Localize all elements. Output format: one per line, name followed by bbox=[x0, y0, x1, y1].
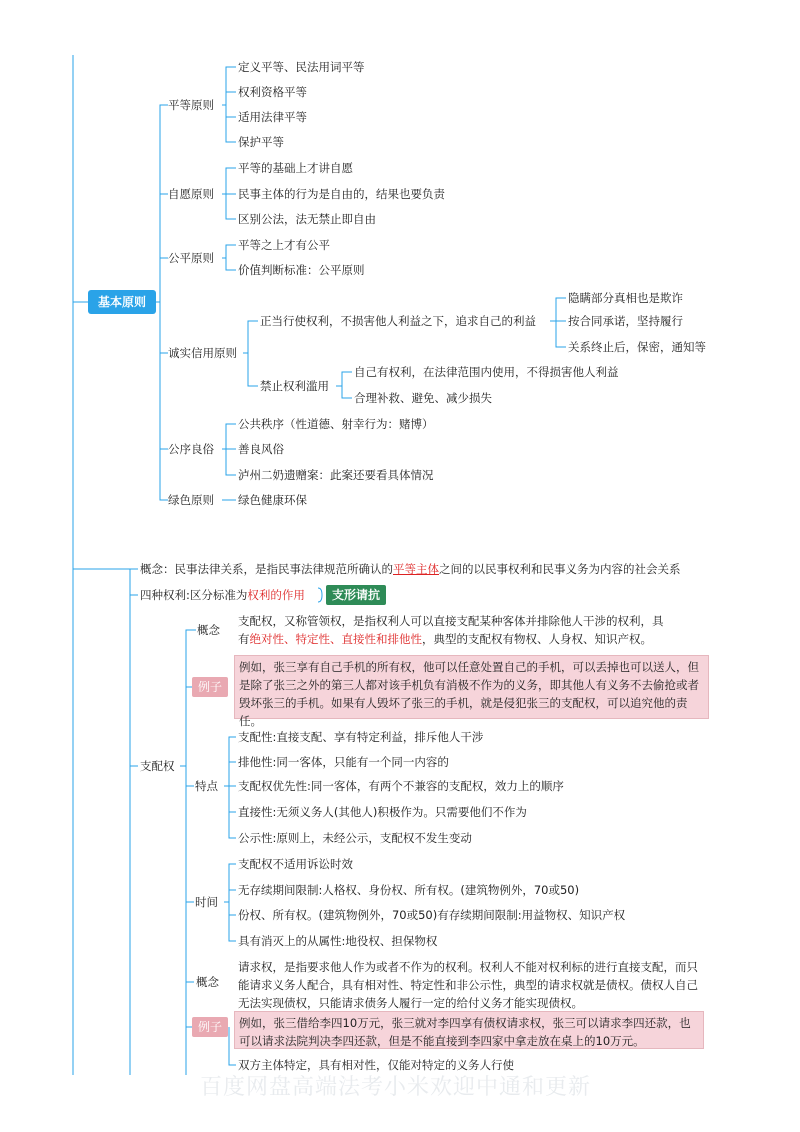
equality-item: 权利资格平等 bbox=[238, 85, 307, 99]
legal-relation-concept: 概念：民事法律关系，是指民事法律规范所确认的平等主体之间的以民事权利和民事义务为内容的社会关系 bbox=[140, 562, 681, 576]
dominion-time-item: 具有消灭上的从属性:地役权、担保物权 bbox=[238, 934, 438, 948]
dominion-feature: 排他性:同一客体，只能有一个同一内容的 bbox=[238, 755, 449, 769]
mnemonic-tag[interactable]: 支形请抗 bbox=[326, 585, 386, 605]
equality-item: 适用法律平等 bbox=[238, 110, 307, 124]
good-faith-sub2-item: 合理补救、避免、减少损失 bbox=[354, 391, 492, 405]
public-order-item: 泸州二奶遗赠案：此案还要看具体情况 bbox=[238, 468, 434, 482]
public-order-item: 公共秩序（性道德、射幸行为：赌博） bbox=[238, 417, 434, 431]
right-function-highlight: 权利的作用 bbox=[247, 588, 305, 602]
good-faith-sub2-item: 自己有权利，在法律范围内使用，不得损害他人利益 bbox=[354, 365, 619, 379]
voluntary-item: 民事主体的行为是自由的，结果也要负责 bbox=[238, 187, 445, 201]
good-faith-sub1-item: 隐瞒部分真相也是欺诈 bbox=[568, 291, 683, 305]
claim-concept-label[interactable]: 概念 bbox=[196, 975, 219, 989]
principle-public-order[interactable]: 公序良俗 bbox=[168, 442, 214, 456]
green-item: 绿色健康环保 bbox=[238, 493, 307, 507]
fairness-item: 价值判断标准：公平原则 bbox=[238, 263, 365, 277]
claim-example-tag[interactable]: 例子 bbox=[192, 1017, 228, 1037]
principle-fairness[interactable]: 公平原则 bbox=[168, 251, 214, 265]
dominion-feature-label[interactable]: 特点 bbox=[195, 779, 218, 793]
dominion-example-box: 例如，张三享有自己手机的所有权，他可以任意处置自己的手机，可以丢掉也可以送人，但是除了张三之外的第三人都对该手机负有消极不作为的义务，即其他人有义务不去偷抢或者毁坏张三的手机。如果有人毁坏了张三的手机，就是侵犯张三的支配权，可以追究他的责任。 bbox=[234, 655, 709, 719]
dominion-time-item: 份权、所有权。(建筑物例外，70或50)有存续期间限制:用益物权、知识产权 bbox=[238, 908, 626, 922]
good-faith-sub1[interactable]: 正当行使权利，不损害他人利益之下，追求自己的利益 bbox=[260, 314, 536, 328]
fairness-item: 平等之上才有公平 bbox=[238, 238, 330, 252]
good-faith-sub2[interactable]: 禁止权利滥用 bbox=[260, 379, 329, 393]
equality-item: 保护平等 bbox=[238, 135, 284, 149]
good-faith-sub1-item: 关系终止后，保密，通知等 bbox=[568, 340, 706, 354]
voluntary-item: 平等的基础上才讲自愿 bbox=[238, 161, 353, 175]
dominion-feature: 支配权优先性:同一客体，有两个不兼容的支配权，效力上的顺序 bbox=[238, 779, 564, 793]
root-node[interactable]: 基本原则 bbox=[88, 290, 156, 314]
dominion-feature: 直接性:无须义务人(其他人)积极作为。只需要他们不作为 bbox=[238, 805, 527, 819]
dominion-right-node[interactable]: 支配权 bbox=[140, 759, 175, 773]
dominion-concept-label[interactable]: 概念 bbox=[197, 623, 220, 637]
claim-concept-text: 请求权，是指要求他人作为或者不作为的权利。权利人不能对权利标的进行直接支配，而只能请求义务人配合，具有相对性、特定性和非公示性，典型的请求权就是债权。债权人自己无法实现债权，只能请求债务人履行一定的给付义务才能实现债权。 bbox=[238, 960, 698, 1010]
dominion-time-item: 支配权不适用诉讼时效 bbox=[238, 857, 353, 871]
principle-green[interactable]: 绿色原则 bbox=[168, 493, 214, 507]
dominion-time-item: 无存续期间限制:人格权、身份权、所有权。(建筑物例外，70或50) bbox=[238, 883, 580, 897]
principle-voluntary[interactable]: 自愿原则 bbox=[168, 187, 214, 201]
voluntary-item: 区别公法，法无禁止即自由 bbox=[238, 212, 376, 226]
dominion-example-tag[interactable]: 例子 bbox=[192, 677, 228, 697]
dominion-time-label[interactable]: 时间 bbox=[195, 895, 218, 909]
dominion-feature: 支配性:直接支配、享有特定利益，排斥他人干涉 bbox=[238, 730, 484, 744]
dominion-feature: 公示性:原则上，未经公示，支配权不发生变动 bbox=[238, 831, 472, 845]
watermark-text: 百度网盘高端法考小米欢迎中通和更新 bbox=[200, 1075, 592, 1100]
public-order-item: 善良风俗 bbox=[238, 442, 284, 456]
principle-equality[interactable]: 平等原则 bbox=[168, 98, 214, 112]
principle-good-faith[interactable]: 诚实信用原则 bbox=[168, 346, 237, 360]
four-rights-line: 四种权利:区分标准为权利的作用 bbox=[140, 588, 305, 602]
good-faith-sub1-item: 按合同承诺，坚持履行 bbox=[568, 314, 683, 328]
equal-subject-highlight: 平等主体 bbox=[393, 562, 439, 576]
claim-feature: 双方主体特定，具有相对性，仅能对特定的义务人行使 bbox=[238, 1058, 514, 1072]
dominion-concept-text: 支配权，又称管领权，是指权利人可以直接支配某种客体并排除他人干涉的权利，具 有绝对性、特定性、直接性和排他性，典型的支配权有物权、人身权、知识产权。 bbox=[238, 614, 664, 646]
claim-example-box: 例如，张三借给李四10万元，张三就对李四享有债权请求权，张三可以请求李四还款，也可以请求法院判决李四还款，但是不能直接到李四家中拿走放在桌上的10万元。 bbox=[234, 1011, 704, 1049]
equality-item: 定义平等、民法用词平等 bbox=[238, 60, 365, 74]
